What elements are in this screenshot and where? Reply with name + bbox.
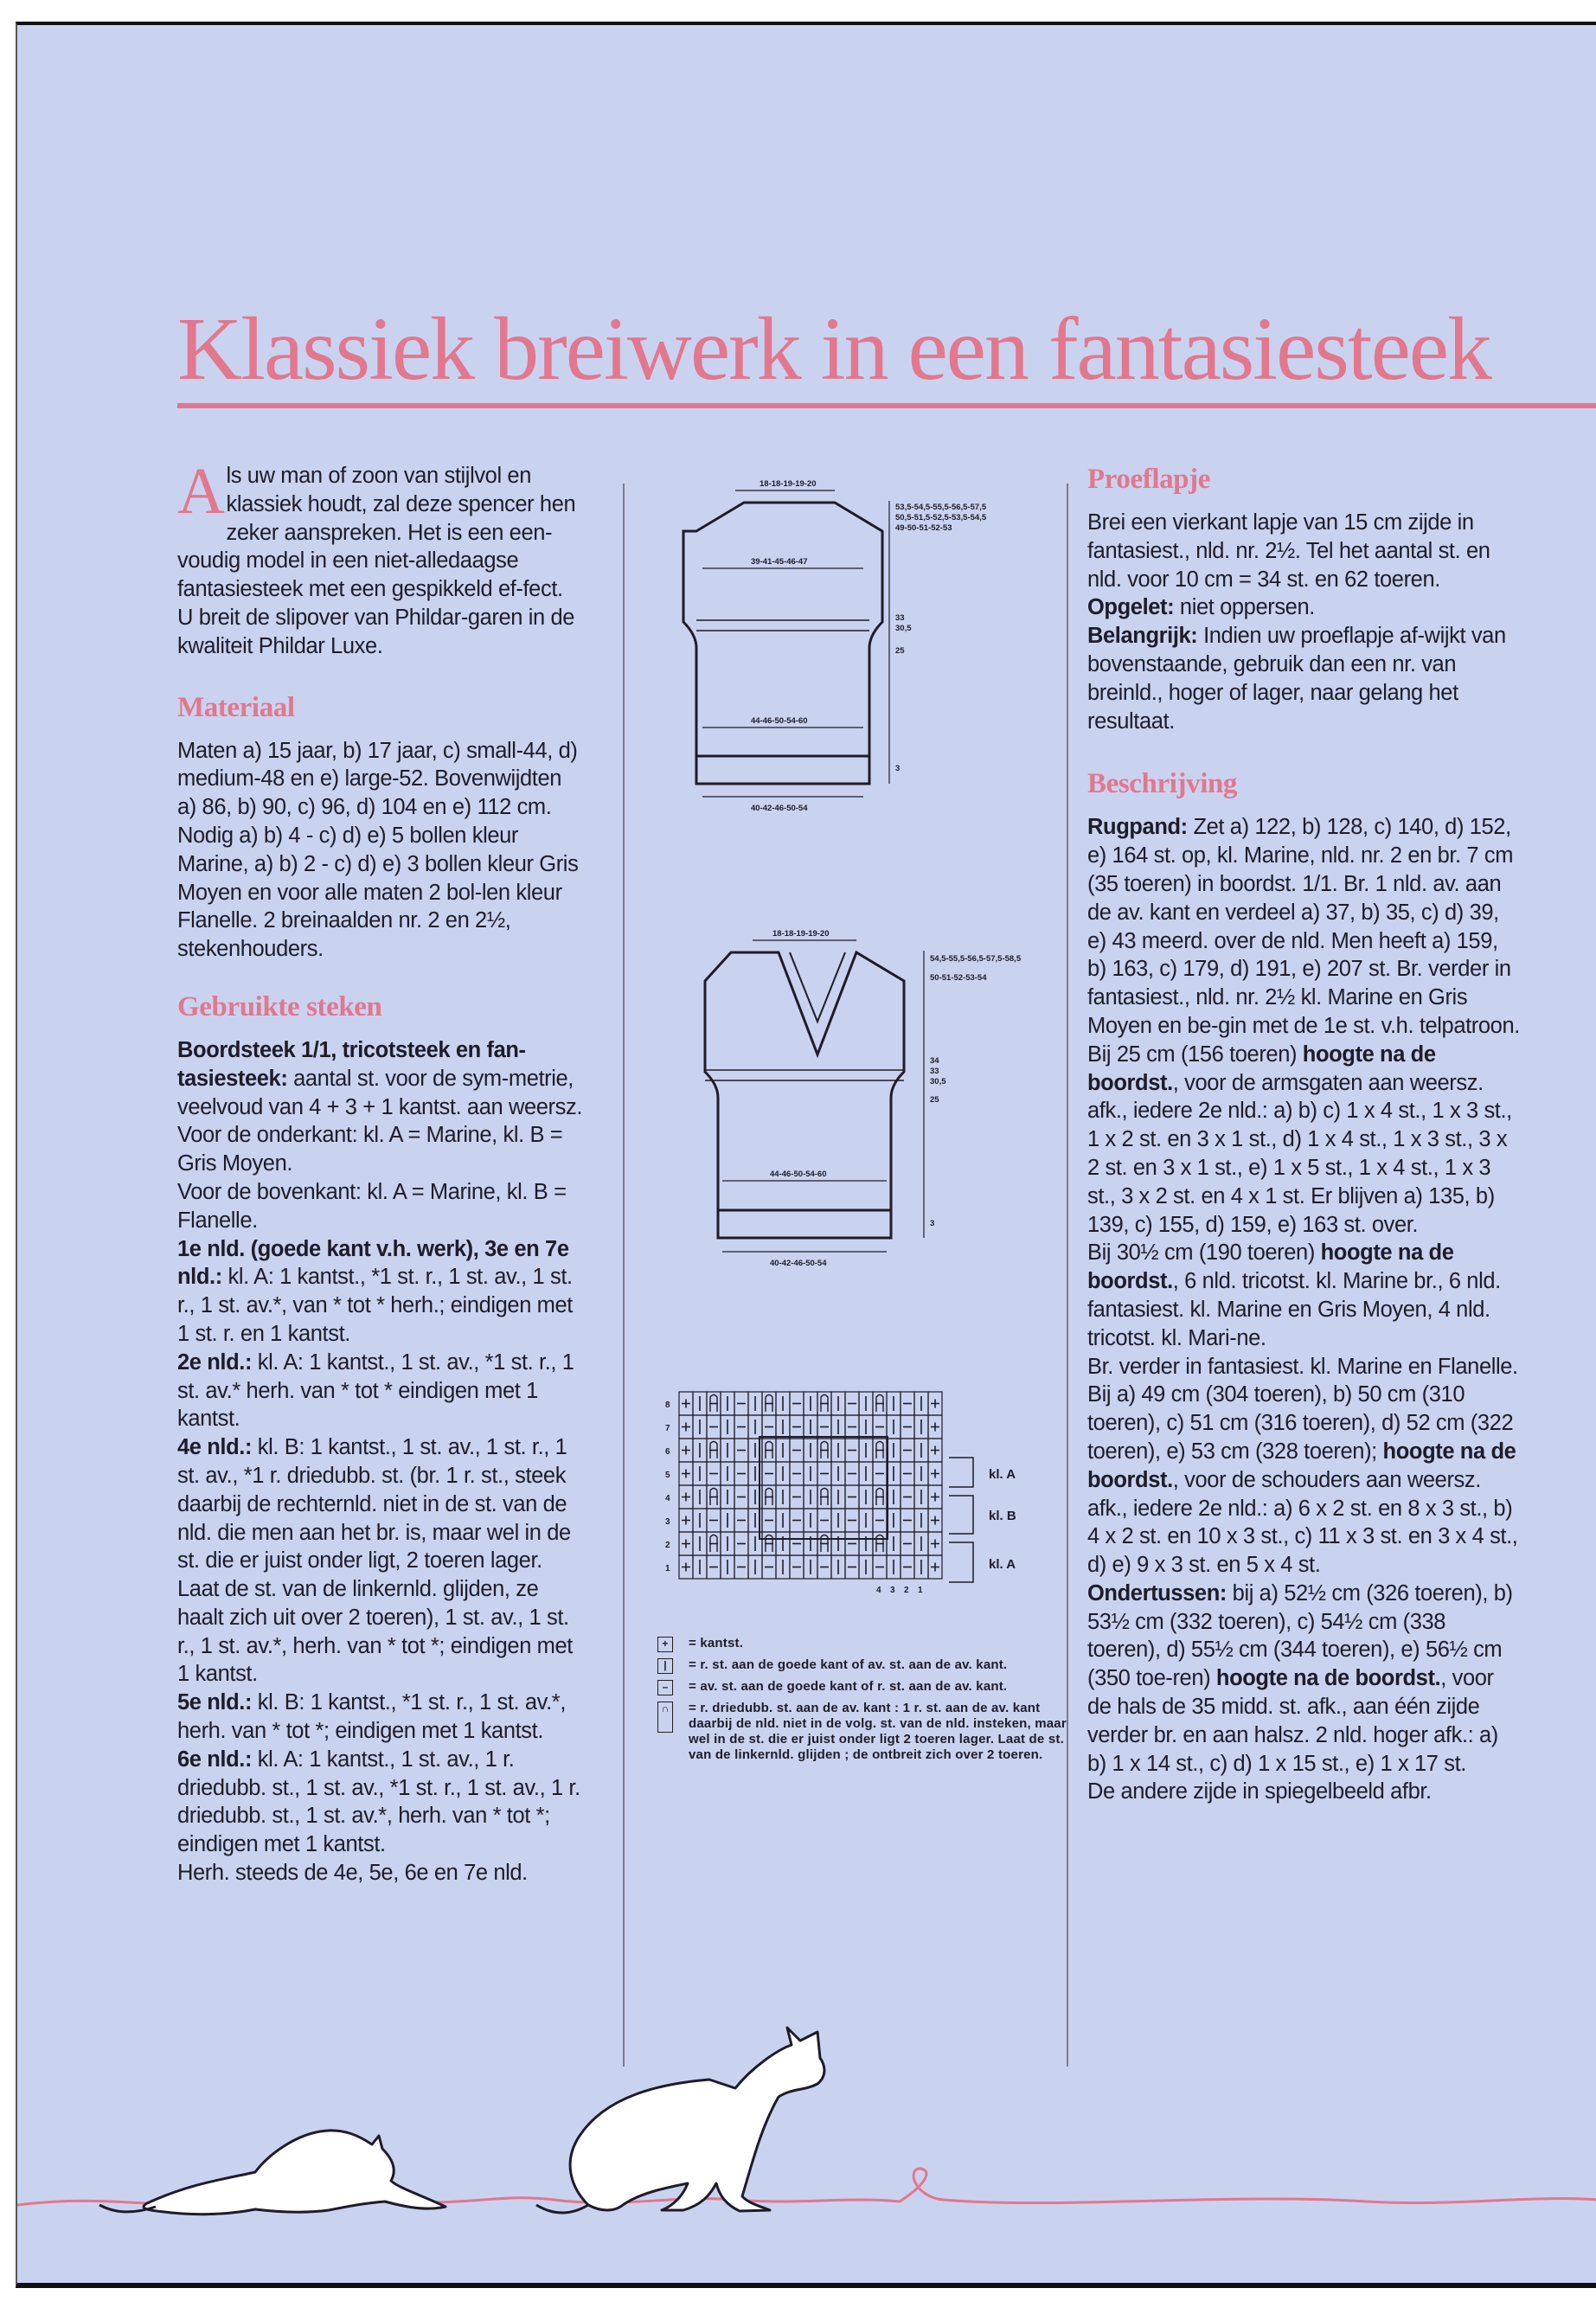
steken-t8: kl. A: 1 kantst., 1 st. av., 1 r. driedubb. st., 1 st. av., *1 st. r., 1 st. av., 1 r. driedubb. st., 1 st. av.*, herh. van * tot *; eindigen met 1 kantst.: [177, 1747, 580, 1857]
column-rule-left: [623, 484, 625, 2067]
beschrijving-t5a: Bij a) 49 cm (304 toeren), b) 50 cm (310 toeren), c) 51 cm (316 toeren), d) 52 cm (322 toeren), e) 53 cm (328 toeren);: [1087, 1382, 1514, 1464]
beschrijving-p5: [1087, 1381, 1520, 1580]
proeflapje-b2: Opgelet:: [1087, 595, 1175, 620]
steken-b6: 4e nld.:: [177, 1435, 253, 1460]
chart-kantst-mark: [931, 1400, 939, 1408]
back-ribbing: [696, 756, 869, 784]
schematic-back: [649, 475, 1073, 830]
back-chest-label: 39-41-45-46-47: [751, 557, 808, 567]
intro-text: ls uw man of zoon van stijlvol en klassiek houdt, zal deze spencer hen zeker aanspreken. Het is een een-voudig model in een niet-alledaagse fantasiesteek met een gespikkeld ef-fect. U breit de slipover van Phildar-garen in de kwaliteit Phildar Luxe.: [177, 464, 576, 658]
steken-p3: Voor de bovenkant: kl. A = Marine, kl. B = Flanelle.: [177, 1179, 567, 1233]
steken-b8: 6e nld.:: [177, 1747, 253, 1772]
right-column: [1087, 462, 1520, 1806]
chart-bracket-b: [949, 1496, 973, 1534]
back-waist-label: 44-46-50-54-60: [751, 716, 808, 726]
title-rule: [177, 403, 1596, 408]
left-column: [177, 455, 584, 1888]
front-waist-label: 44-46-50-54-60: [770, 1170, 827, 1179]
back-r1: 53,5-54,5-55,5-56,5-57,5: [895, 503, 987, 512]
steken-t5: kl. A: 1 kantst., 1 st. av., *1 st. r., 1 st. av.* herh. van * tot * eindigen met 1 kantst.: [177, 1349, 574, 1432]
legend-text-kantst: = kantst.: [689, 1636, 744, 1650]
proeflapje-p1: Brei een vierkant lapje van 15 cm zijde in fantasiest., nld. nr. 2½. Tel het aantal st. en nld. voor 10 cm = 34 st. en 62 toeren.: [1087, 510, 1490, 592]
steken-p8: [177, 1746, 584, 1859]
chart-col-number: 2: [904, 1586, 909, 1595]
cat-lying: [99, 2131, 445, 2214]
chart-col-number: 4: [876, 1586, 881, 1595]
steken-p9: Herh. steeds de 4e, 5e, 6e en 7e nld.: [177, 1861, 528, 1886]
chart-kantst-mark: [931, 1563, 939, 1572]
back-r6: 25: [895, 646, 905, 656]
back-r2: 50,5-51,5-52,5-53,5-54,5: [895, 513, 987, 522]
front-r7: 3: [930, 1219, 935, 1228]
chart-bracket-a-top: [949, 1458, 973, 1487]
beschrijving-b6b: hoogte na de boordst.: [1215, 1666, 1441, 1691]
chart-kantst-mark: [682, 1423, 690, 1432]
chart-kantst-mark: [931, 1516, 939, 1525]
chart-row-number: 2: [665, 1541, 670, 1550]
chart-kantst-mark: [682, 1493, 690, 1502]
front-ribbing: [718, 1210, 891, 1238]
proeflapje-p2: [1087, 593, 1520, 622]
front-r3: 34: [930, 1056, 939, 1066]
steken-p7: [177, 1689, 584, 1746]
legend-row-av-st: [657, 1679, 1073, 1695]
legend-symbol-r-st: |: [657, 1658, 673, 1674]
front-neck-inner: [790, 952, 845, 1022]
front-r6: 25: [930, 1095, 939, 1105]
chart-row-number: 1: [665, 1564, 670, 1574]
stitch-chart: [662, 1375, 1068, 1625]
chart-kantst-mark: [682, 1540, 690, 1548]
intro-paragraph: [177, 455, 584, 661]
beschrijving-t1: Zet a) 122, b) 128, c) 140, d) 152, e) 164 st. op, kl. Marine, nld. nr. 2 en br. 7 cm (35 toeren) in boordst. 1/1. Br. 1 nld. av. aan de av. kant en verdeel a) 37, b) 35, c) d) 39, e) 43 meerd. over de nld. Men heeft a) 159, b) 163, c) 179, d) 191, e) 207 st. Br. verder in fantasiest., nld. nr. 2½ kl. Marine en Gris Moyen en be-gin met de 1e st. v.h. telpatroon.: [1087, 815, 1520, 1038]
steken-b7: 5e nld.:: [177, 1690, 253, 1715]
beschrijving-p6: [1087, 1580, 1520, 1779]
steken-p5: [177, 1349, 584, 1433]
chart-kantst-mark: [682, 1516, 690, 1525]
materiaal-needs: Nodig a) b) 4 - c) d) e) 5 bollen kleur Marine, a) b) 2 - c) d) e) 3 bollen kleur Gris Moyen en voor alle maten 2 bol-len kleur Flanelle. 2 breinaalden nr. 2 en 2½, stekenhouders.: [177, 823, 579, 962]
beschrijving-p3: [1087, 1239, 1520, 1352]
chart-row-number: 8: [665, 1400, 670, 1410]
back-top-label: 18-18-19-19-20: [760, 479, 817, 489]
legend-symbol-av-st: –: [657, 1680, 673, 1695]
legend-symbol-driedubb: ∩: [657, 1702, 673, 1733]
chart-col-number: 1: [918, 1586, 923, 1595]
beschrijving-t5b: , voor de schouders aan weersz. afk., iedere 2e nld.: a) 6 x 2 st. en 8 x 3 st., b) 4 x 2 st. en 10 x 3 st., c) 11 x 3 st. en 3 x 4 st., d) e) 9 x 3 st. en 5 x 4 st.: [1087, 1467, 1518, 1578]
chart-row-number: 4: [665, 1494, 670, 1503]
beschrijving-b6: Ondertussen:: [1087, 1580, 1227, 1606]
chart-kantst-mark: [682, 1563, 690, 1572]
front-bottom-label: 40-42-46-50-54: [770, 1259, 827, 1268]
chart-row-number: 7: [665, 1424, 670, 1433]
steken-t7: kl. B: 1 kantst., *1 st. r., 1 st. av.*, herh. van * tot *; eindigen met 1 kantst.: [177, 1690, 567, 1744]
page-title: Klassiek breiwerk in een fantasiesteek: [177, 299, 1491, 399]
steken-p2: Voor de onderkant: kl. A = Marine, kl. B = Gris Moyen.: [177, 1123, 563, 1176]
steken-b4: 1e nld. (goede kant v.h. werk), 3e en 7e nld.:: [177, 1236, 569, 1290]
chart-grid: [679, 1392, 942, 1579]
back-bottom-label: 40-42-46-50-54: [751, 804, 808, 813]
beschrijving-b1: Rugpand:: [1087, 815, 1188, 840]
proeflapje-t2: niet oppersen.: [1174, 595, 1315, 620]
steken-t6: kl. B: 1 kantst., 1 st. av., 1 st. r., 1 st. av., *1 r. driedubb. st. (br. 1 r. st., steek daarbij de rechternld. niet in de st. van de nld. die men aan het br. is, maar wel in de st. die er juist onder ligt, 2 toeren lager. Laat de st. van de linkernld. glijden, ze haalt zich uit over 2 toeren), 1 st. av., 1 st. r., 1 st. av.*, herh. van * tot *; eindigen met 1 kantst.: [177, 1435, 573, 1687]
beschrijving-t3a: Bij 30½ cm (190 toeren): [1087, 1240, 1321, 1266]
back-r7: 3: [895, 764, 901, 773]
steken-p6: [177, 1433, 584, 1689]
chart-bracket-a-bottom: [949, 1542, 973, 1582]
chart-kantst-mark: [931, 1446, 939, 1455]
front-r4: 33: [930, 1067, 939, 1076]
proeflapje-t3: Indien uw proeflapje af-wijkt van bovenstaande, gebruik dan een nr. van breinld., hoger of lager, naar gelang het resultaat.: [1087, 624, 1506, 734]
legend-text-av-st: = av. st. aan de goede kant of r. st. aan de av. kant.: [689, 1679, 1008, 1694]
page: [16, 22, 1596, 2288]
steken-t1: aantal st. voor de sym-metrie, veelvoud van 4 + 3 + 1 kantst. aan weersz.: [177, 1066, 582, 1119]
beschrijving-b2: hoogte na de boordst.: [1087, 1042, 1436, 1095]
chart-kantst-mark: [682, 1470, 690, 1478]
steken-p4: [177, 1235, 584, 1349]
beschrijving-b3: hoogte na de boordst.: [1087, 1240, 1454, 1294]
proeflapje-heading: Proeflapje: [1087, 464, 1211, 495]
back-r5: 30,5: [895, 624, 912, 633]
beschrijving-p4: Br. verder in fantasiest. kl. Marine en Flanelle.: [1087, 1354, 1518, 1379]
steken-p1: [177, 1036, 584, 1121]
chart-row-number: 6: [665, 1447, 670, 1457]
chart-kl-b: kl. B: [989, 1509, 1016, 1523]
drop-cap: A: [177, 455, 225, 528]
cats-illustration: [17, 1989, 1596, 2248]
back-r4: 33: [895, 613, 905, 623]
chart-kantst-mark: [931, 1493, 939, 1502]
beschrijving-t3b: , 6 nld. tricotst. kl. Marine br., 6 nld. fantasiest. kl. Marine en Gris Moyen, 4 nld. tricotst. kl. Mari-ne.: [1087, 1269, 1501, 1350]
beschrijving-heading: Beschrijving: [1087, 768, 1238, 800]
legend-text-r-st: = r. st. aan de goede kant of av. st. aan de av. kant.: [689, 1657, 1008, 1672]
beschrijving-t2b: , voor de armsgaten aan weersz. afk., iedere 2e nld.: a) b) c) 1 x 4 st., 1 x 3 st., 1 x 2 st. en 3 x 1 st., d) 1 x 4 st., 1 x 3 st., 3 x 2 st. en 3 x 1 st., e) 1 x 5 st., 1 x 4 st., 1 x 3 st., 3 x 2 st. en 4 x 1 st. Er blijven a) 135, b) 139, c) 155, d) 159, e) 163 st. over.: [1087, 1070, 1512, 1237]
legend-row-r-st: [657, 1657, 1073, 1674]
chart-kantst-mark: [931, 1470, 939, 1478]
beschrijving-p2: [1087, 1041, 1520, 1240]
chart-col-number: 3: [890, 1586, 895, 1595]
legend-row-kantst: [657, 1636, 1073, 1652]
front-r2: 50-51-52-53-54: [930, 973, 987, 983]
schematic-front: [649, 925, 1073, 1288]
front-r5: 30,5: [930, 1077, 946, 1086]
legend-text-driedubb: = r. driedubb. st. aan de av. kant : 1 r. st. aan de av. kant daarbij de nld. niet in de volg. st. van de nld. insteken, maar wel in de st. die er juist onder ligt 2 toeren lager. Laat de st. van de linkernld. glijden ; de ontbreit zich over 2 toeren.: [689, 1701, 1067, 1762]
chart-kl-a-top: kl. A: [989, 1467, 1016, 1482]
front-top-label: 18-18-19-19-20: [772, 929, 830, 939]
back-r3: 49-50-51-52-53: [895, 523, 952, 533]
beschrijving-b5: hoogte na de boordst.: [1087, 1439, 1516, 1492]
proeflapje-p3: [1087, 622, 1520, 735]
legend-row-driedubb: [657, 1701, 1073, 1763]
beschrijving-t6b: , voor de hals de 35 midd. st. afk., aan één zijde verder br. en aan halsz. 2 nld. hoger afk.: a) b) 1 x 14 st., c) d) 1 x 15 st., e) 1 x 17 st.: [1087, 1666, 1498, 1776]
legend-symbol-kantst: +: [657, 1637, 673, 1652]
chart-legend: [657, 1636, 1073, 1768]
steken-heading: Gebruikte steken: [177, 990, 382, 1022]
beschrijving-t6a: bij a) 52½ cm (326 toeren), b) 53½ cm (332 toeren), c) 54½ cm (338 toeren), d) 55½ cm (344 toeren), e) 56½ cm (350 toe-ren): [1087, 1580, 1513, 1691]
front-r1: 54,5-55,5-56,5-57,5-58,5: [930, 954, 1022, 964]
steken-b5: 2e nld.:: [177, 1349, 253, 1375]
cat-sitting: [536, 2028, 824, 2213]
chart-kantst-mark: [931, 1540, 939, 1548]
steken-b1: Boordsteek 1/1, tricotsteek en fan-tasiesteek:: [177, 1037, 526, 1091]
proeflapje-b3: Belangrijk:: [1087, 624, 1198, 649]
steken-t4: kl. A: 1 kantst., *1 st. r., 1 st. av., 1 st. r., 1 st. av.*, van * tot * herh.; eindigen met 1 st. r. en 1 kantst.: [177, 1265, 573, 1346]
chart-kl-a-bottom: kl. A: [989, 1557, 1016, 1572]
materiaal-heading: Materiaal: [177, 691, 295, 723]
materiaal-sizes: Maten a) 15 jaar, b) 17 jaar, c) small-44, d) medium-48 en e) large-52. Bovenwijdten a) 86, b) 90, c) 96, d) 104 en e) 112 cm.: [177, 738, 578, 820]
chart-kantst-mark: [682, 1446, 690, 1455]
beschrijving-p1: [1087, 813, 1520, 1040]
chart-kantst-mark: [931, 1423, 939, 1432]
column-rule-right: [1067, 484, 1068, 2067]
beschrijving-t2a: Bij 25 cm (156 toeren): [1087, 1042, 1303, 1067]
chart-kantst-mark: [682, 1400, 690, 1408]
chart-row-number: 5: [665, 1471, 670, 1480]
beschrijving-p7: De andere zijde in spiegelbeeld afbr.: [1087, 1779, 1432, 1804]
chart-row-number: 3: [665, 1517, 670, 1527]
